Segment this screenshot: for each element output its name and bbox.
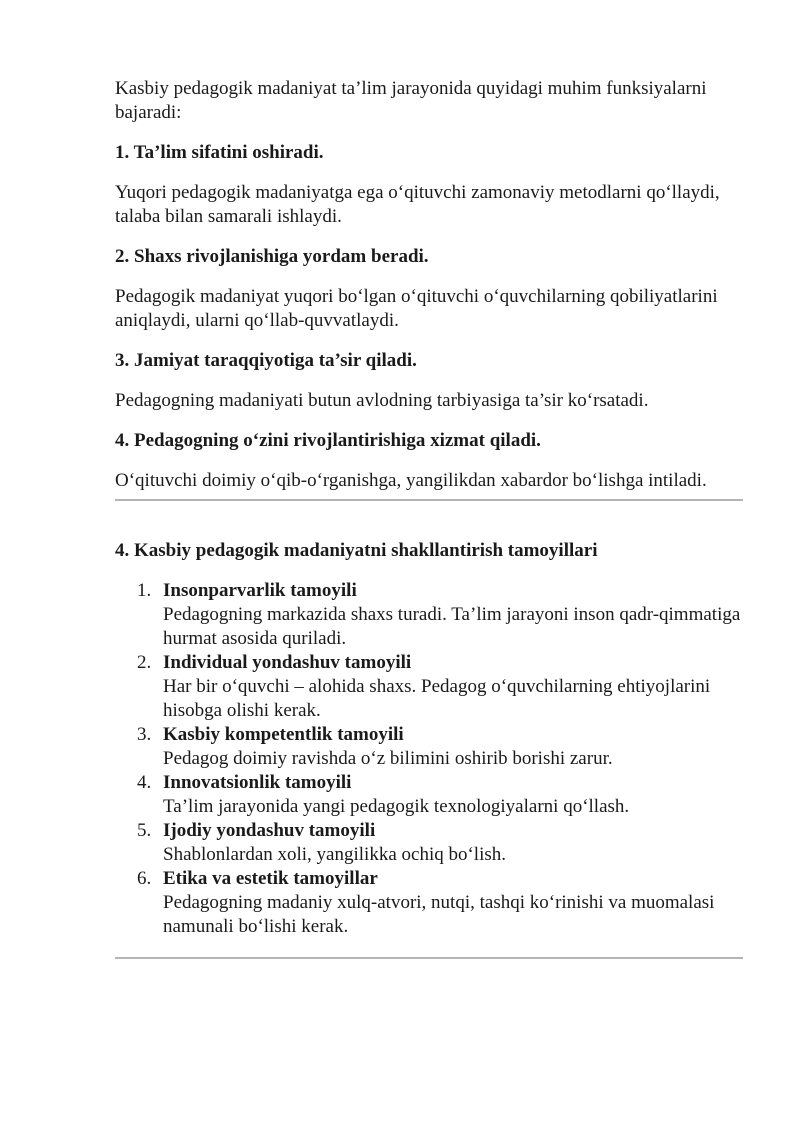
list-item <box>115 819 743 867</box>
list-item-number: 5. <box>137 820 152 841</box>
list-item-text: Har bir o‘quvchi – alohida shaxs. Pedagog o‘quvchilarning ehtiyojlarini hisobga olishi kerak. <box>163 676 711 721</box>
list-item-text: Pedagogning madaniy xulq-atvori, nutqi, tashqi ko‘rinishi va muomalasi namunali bo‘lishi kerak. <box>163 892 715 937</box>
function-text-2: Pedagogik madaniyat yuqori bo‘lgan o‘qituvchi o‘quvchilarning qobiliyatlarini aniqlaydi, ularni qo‘llab-quvvatlaydi. <box>115 286 718 331</box>
list-item-text: Ta’lim jarayonida yangi pedagogik texnologiyalarni qo‘llash. <box>163 796 630 817</box>
list-item-number: 6. <box>137 868 152 889</box>
list-item-number: 3. <box>137 724 152 745</box>
list-item-title: Kasbiy kompetentlik tamoyili <box>163 724 404 745</box>
list-item-title: Insonparvarlik tamoyili <box>163 580 357 601</box>
function-text-4: O‘qituvchi doimiy o‘qib-o‘rganishga, yangilikdan xabardor bo‘lishga intiladi. <box>115 470 707 491</box>
function-text-3: Pedagogning madaniyati butun avlodning tarbiyasiga ta’sir ko‘rsatadi. <box>115 390 649 411</box>
list-item-number: 4. <box>137 772 152 793</box>
principles-list <box>115 579 743 939</box>
list-item-title: Etika va estetik tamoyillar <box>163 868 378 889</box>
horizontal-divider <box>115 957 743 959</box>
list-item-text: Pedagogning markazida shaxs turadi. Ta’lim jarayoni inson qadr-qimmatiga hurmat asosida quriladi. <box>163 604 741 649</box>
list-item-number: 2. <box>137 652 152 673</box>
list-item <box>115 651 743 723</box>
list-item <box>115 579 743 651</box>
list-item-text: Shablonlardan xoli, yangilikka ochiq bo‘lish. <box>163 844 507 865</box>
document-page <box>115 77 743 959</box>
list-item <box>115 771 743 819</box>
list-item <box>115 723 743 771</box>
list-item-number: 1. <box>137 580 152 601</box>
list-item <box>115 867 743 939</box>
intro-paragraph: Kasbiy pedagogik madaniyat ta’lim jarayonida quyidagi muhim funksiyalarni bajaradi: <box>115 78 707 123</box>
list-item-title: Innovatsionlik tamoyili <box>163 772 352 793</box>
function-text-1: Yuqori pedagogik madaniyatga ega o‘qituvchi zamonaviy metodlarni qo‘llaydi, talaba bilan samarali ishlaydi. <box>115 182 720 227</box>
function-heading-3: 3. Jamiyat taraqqiyotiga ta’sir qiladi. <box>115 350 417 371</box>
function-heading-4: 4. Pedagogning o‘zini rivojlantirishiga xizmat qiladi. <box>115 430 541 451</box>
list-item-title: Individual yondashuv tamoyili <box>163 652 412 673</box>
horizontal-divider <box>115 499 743 501</box>
section-title: 4. Kasbiy pedagogik madaniyatni shakllantirish tamoyillari <box>115 540 598 561</box>
list-item-title: Ijodiy yondashuv tamoyili <box>163 820 376 841</box>
function-heading-2: 2. Shaxs rivojlanishiga yordam beradi. <box>115 246 429 267</box>
list-item-text: Pedagog doimiy ravishda o‘z bilimini oshirib borishi zarur. <box>163 748 613 769</box>
function-heading-1: 1. Ta’lim sifatini oshiradi. <box>115 142 324 163</box>
functions-list <box>115 141 743 493</box>
